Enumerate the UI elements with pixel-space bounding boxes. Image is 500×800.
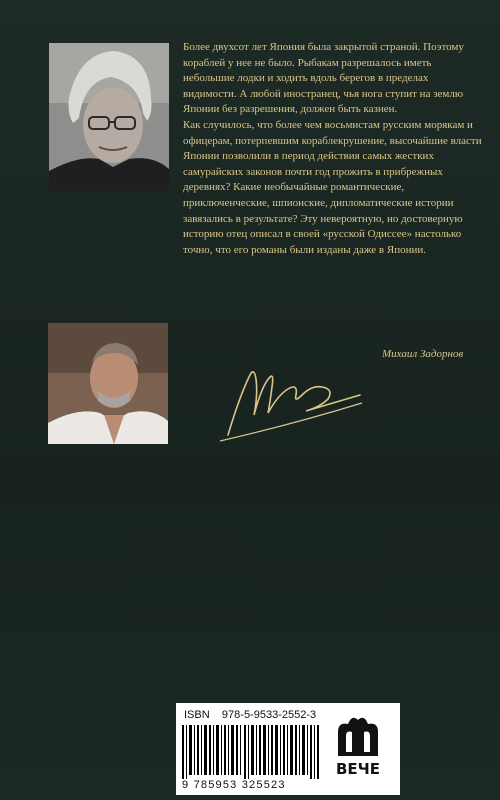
isbn-label: ISBN — [184, 709, 210, 721]
annotation-text — [183, 40, 483, 258]
author-name: Михаил Задорнов — [382, 348, 464, 360]
author-signature — [210, 355, 370, 445]
publisher-logo — [330, 712, 386, 782]
barcode-digits: 9 785953 325523 — [182, 779, 286, 791]
barcode-icon — [182, 725, 322, 779]
isbn-line — [184, 709, 316, 721]
author-photo-younger — [48, 323, 168, 444]
author-photo-older — [49, 43, 169, 191]
publisher-emblem-icon — [330, 712, 386, 760]
annotation-paragraph-2: Как случилось, что более чем восьмистам русским морякам и офицерам, потерпевшим кораблекрушение, высочайшие власти Японии позволили в период действия самых жестких самурайских законов почти год прожить в прибрежных деревнях? Какие необычайные романтические, приключенческие, шпионские, дипломатические истории завязались в результате? Эту невероятную, но достоверную историю отец описал в своей «русской Одиссее» настолько точно, что его романы были изданы даже в Японии. — [183, 118, 482, 256]
annotation-paragraph-1: Более двухсот лет Япония была закрытой страной. Поэтому кораблей у нее не было. Рыбакам разрешалось иметь небольшие лодки и ходить вдоль берегов в пределах видимости. А любой иностранец, чья нога ступит на землю Японии без разрешения, должен быть казнен. — [183, 41, 464, 116]
isbn-number: 978-5-9533-2552-3 — [221, 709, 317, 721]
publisher-name: ВЕЧЕ — [335, 760, 381, 778]
